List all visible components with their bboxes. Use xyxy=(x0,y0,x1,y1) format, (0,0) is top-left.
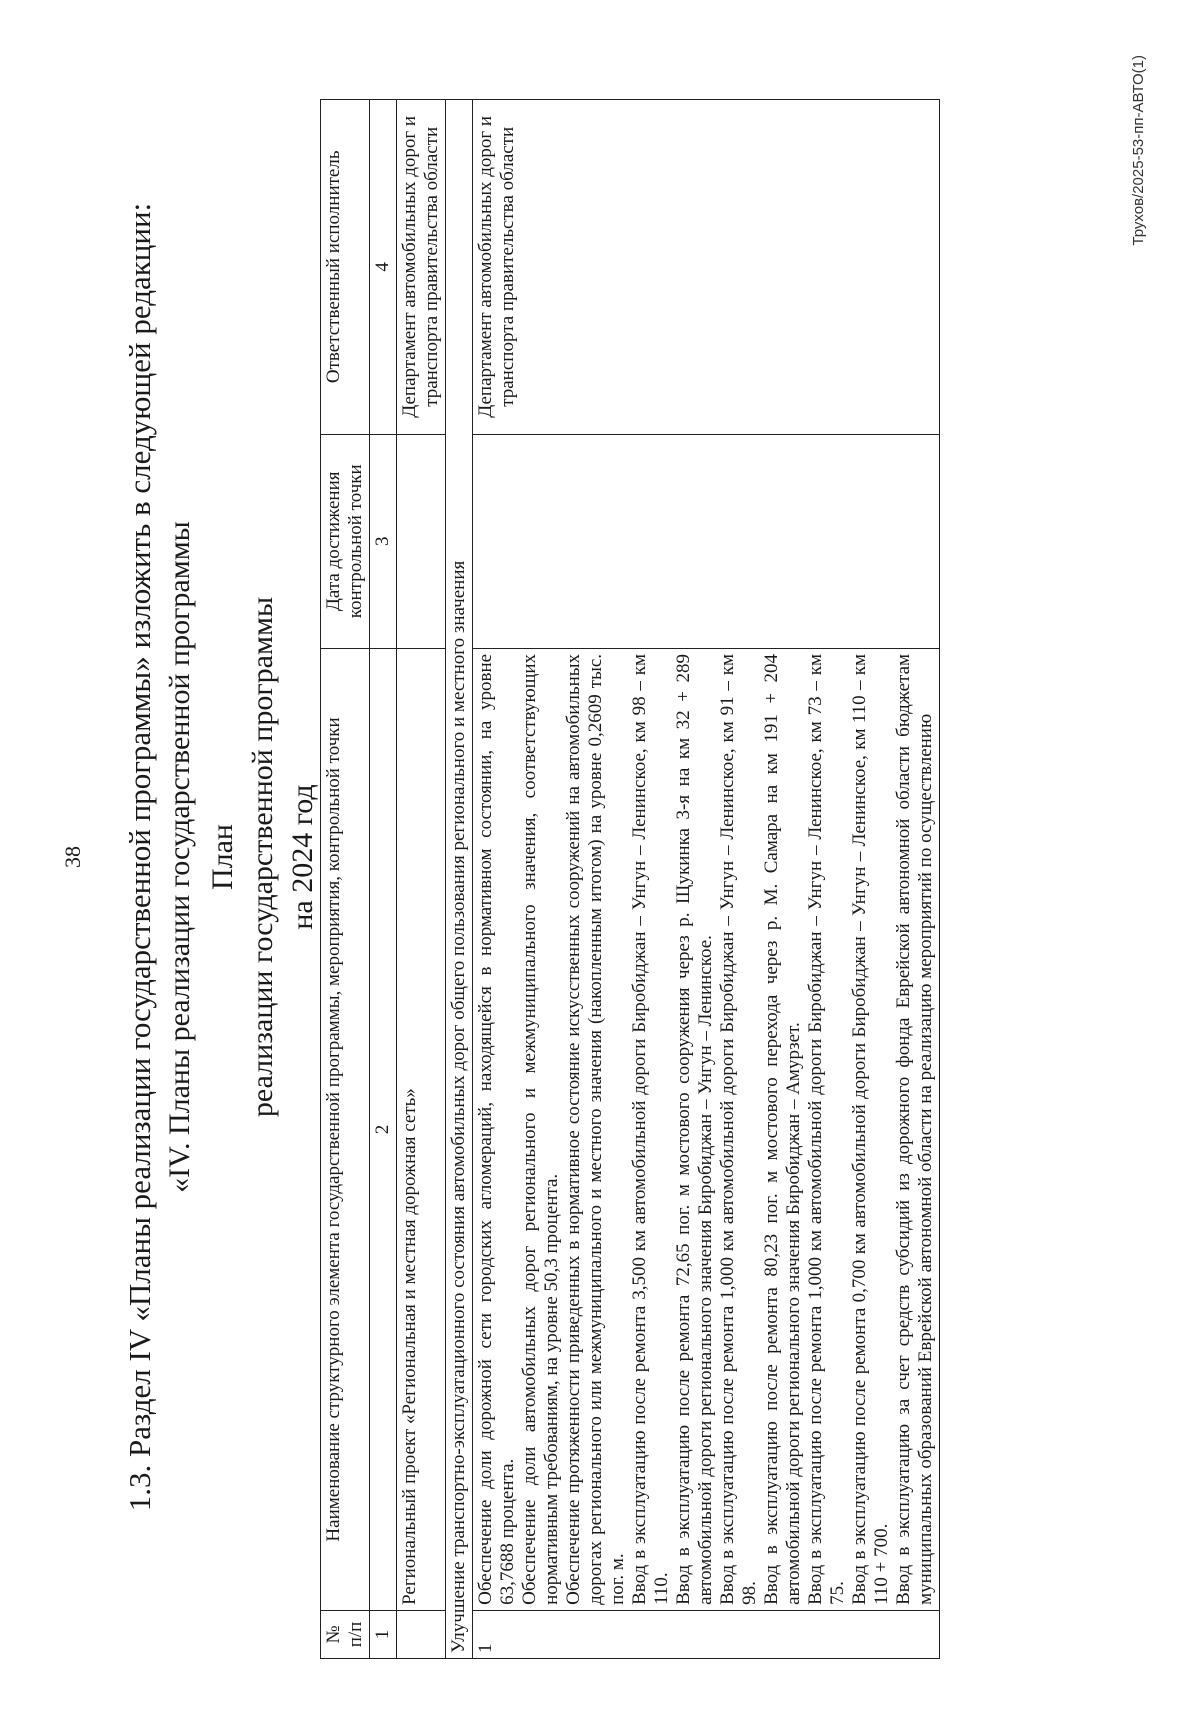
item-paragraph: Обеспечение протяженности приведенных в нормативное состояние искусственных сооружений на автомобильных дорогах регионального или межмуниципального и местного значения (накопленным итогом) на уровне 0,2609 тыс. пог. м. xyxy=(563,653,628,1605)
page-number: 38 xyxy=(60,846,85,868)
column-number: 3 xyxy=(370,434,397,648)
column-number: 1 xyxy=(370,1610,397,1658)
project-responsible-cell: Департамент автомобильных дорог и транспорта правительства области xyxy=(397,100,446,435)
header-name: Наименование структурного элемента государственной программы, мероприятия, контрольной точки xyxy=(321,648,370,1610)
item-paragraph: Ввод в эксплуатацию после ремонта 1,000 км автомобильной дороги Биробиджан – Унгун – Ленинское, км 91 – км 98. xyxy=(717,653,760,1605)
item-paragraph: Обеспечение доли автомобильных дорог регионального и межмуниципального значения, соответствующих нормативным требованиям, на уровне 50,3 процента. xyxy=(519,653,562,1605)
item-description-cell xyxy=(473,648,940,1610)
document-heading xyxy=(120,0,323,1714)
column-number-row xyxy=(370,100,397,1659)
header-num: № п/п xyxy=(321,1610,370,1658)
section-row xyxy=(446,100,473,1659)
item-responsible-cell: Департамент автомобильных дорог и транспорта правительства области xyxy=(473,100,940,435)
item-paragraph: Ввод в эксплуатацию после ремонта 1,000 км автомобильной дороги Биробиджан – Унгун – Ленинское, км 73 – км 75. xyxy=(805,653,848,1605)
heading-line-1: 1.3. Раздел IV «Планы реализации государственной программы» изложить в следующей редакции: xyxy=(122,202,157,1512)
document-id: Трухов/2025-53-пп-АВТО(1) xyxy=(1130,55,1147,246)
heading-line-5: на 2024 год xyxy=(286,784,319,930)
column-number: 4 xyxy=(370,100,397,435)
project-row xyxy=(397,100,446,1659)
item-paragraph: Обеспечение доли дорожной сети городских агломераций, находящейся в нормативном состоянии, на уровне 63,7688 процента. xyxy=(475,653,518,1605)
item-paragraph: Ввод в эксплуатацию за счет средств субсидий из дорожного фонда Еврейской автономной области бюджетам муниципальных образований Еврейской автономной области на реализацию мероприятий по осуществлению xyxy=(893,653,936,1605)
plan-table-wrapper xyxy=(320,99,1180,1659)
header-date: Дата достижения контрольной точки xyxy=(321,434,370,648)
plan-table xyxy=(320,99,940,1659)
project-num-cell xyxy=(397,1610,446,1658)
project-date-cell xyxy=(397,434,446,648)
item-paragraph: Ввод в эксплуатацию после ремонта 0,700 км автомобильной дороги Биробиджан – Унгун – Ленинское, км 110 – км 110 + 700. xyxy=(849,653,892,1605)
project-name-cell: Региональный проект «Региональная и местная дорожная сеть» xyxy=(397,648,446,1610)
section-title-cell: Улучшение транспортно-эксплуатационного состояния автомобильных дорог общего пользования регионального и местного значения xyxy=(446,100,473,1659)
heading-line-3: План xyxy=(206,824,239,891)
item-paragraph: Ввод в эксплуатацию после ремонта 80,23 пог. м мостового перехода через р. М. Самара на км 191 + 204 автомобильной дороги регионального значения Биробиджан – Амурзет. xyxy=(761,653,804,1605)
item-paragraph: Ввод в эксплуатацию после ремонта 3,500 км автомобильной дороги Биробиджан – Унгун – Ленинское, км 98 – км 110. xyxy=(629,653,672,1605)
heading-line-2: «IV. Планы реализации государственной программы xyxy=(163,521,196,1193)
item-date-cell xyxy=(473,434,940,648)
header-responsible: Ответственный исполнитель xyxy=(321,100,370,435)
table-row xyxy=(473,100,940,1659)
item-paragraph: Ввод в эксплуатацию после ремонта 72,65 пог. м мостового сооружения через р. Щукинка 3-я на км 32 + 289 автомобильной дороги регионального значения Биробиджан – Унгун – Ленинское. xyxy=(673,653,716,1605)
table-header-row xyxy=(321,100,370,1659)
item-num-cell: 1 xyxy=(473,1610,940,1658)
column-number: 2 xyxy=(370,648,397,1610)
heading-line-4: реализации государственной программы xyxy=(246,596,279,1118)
